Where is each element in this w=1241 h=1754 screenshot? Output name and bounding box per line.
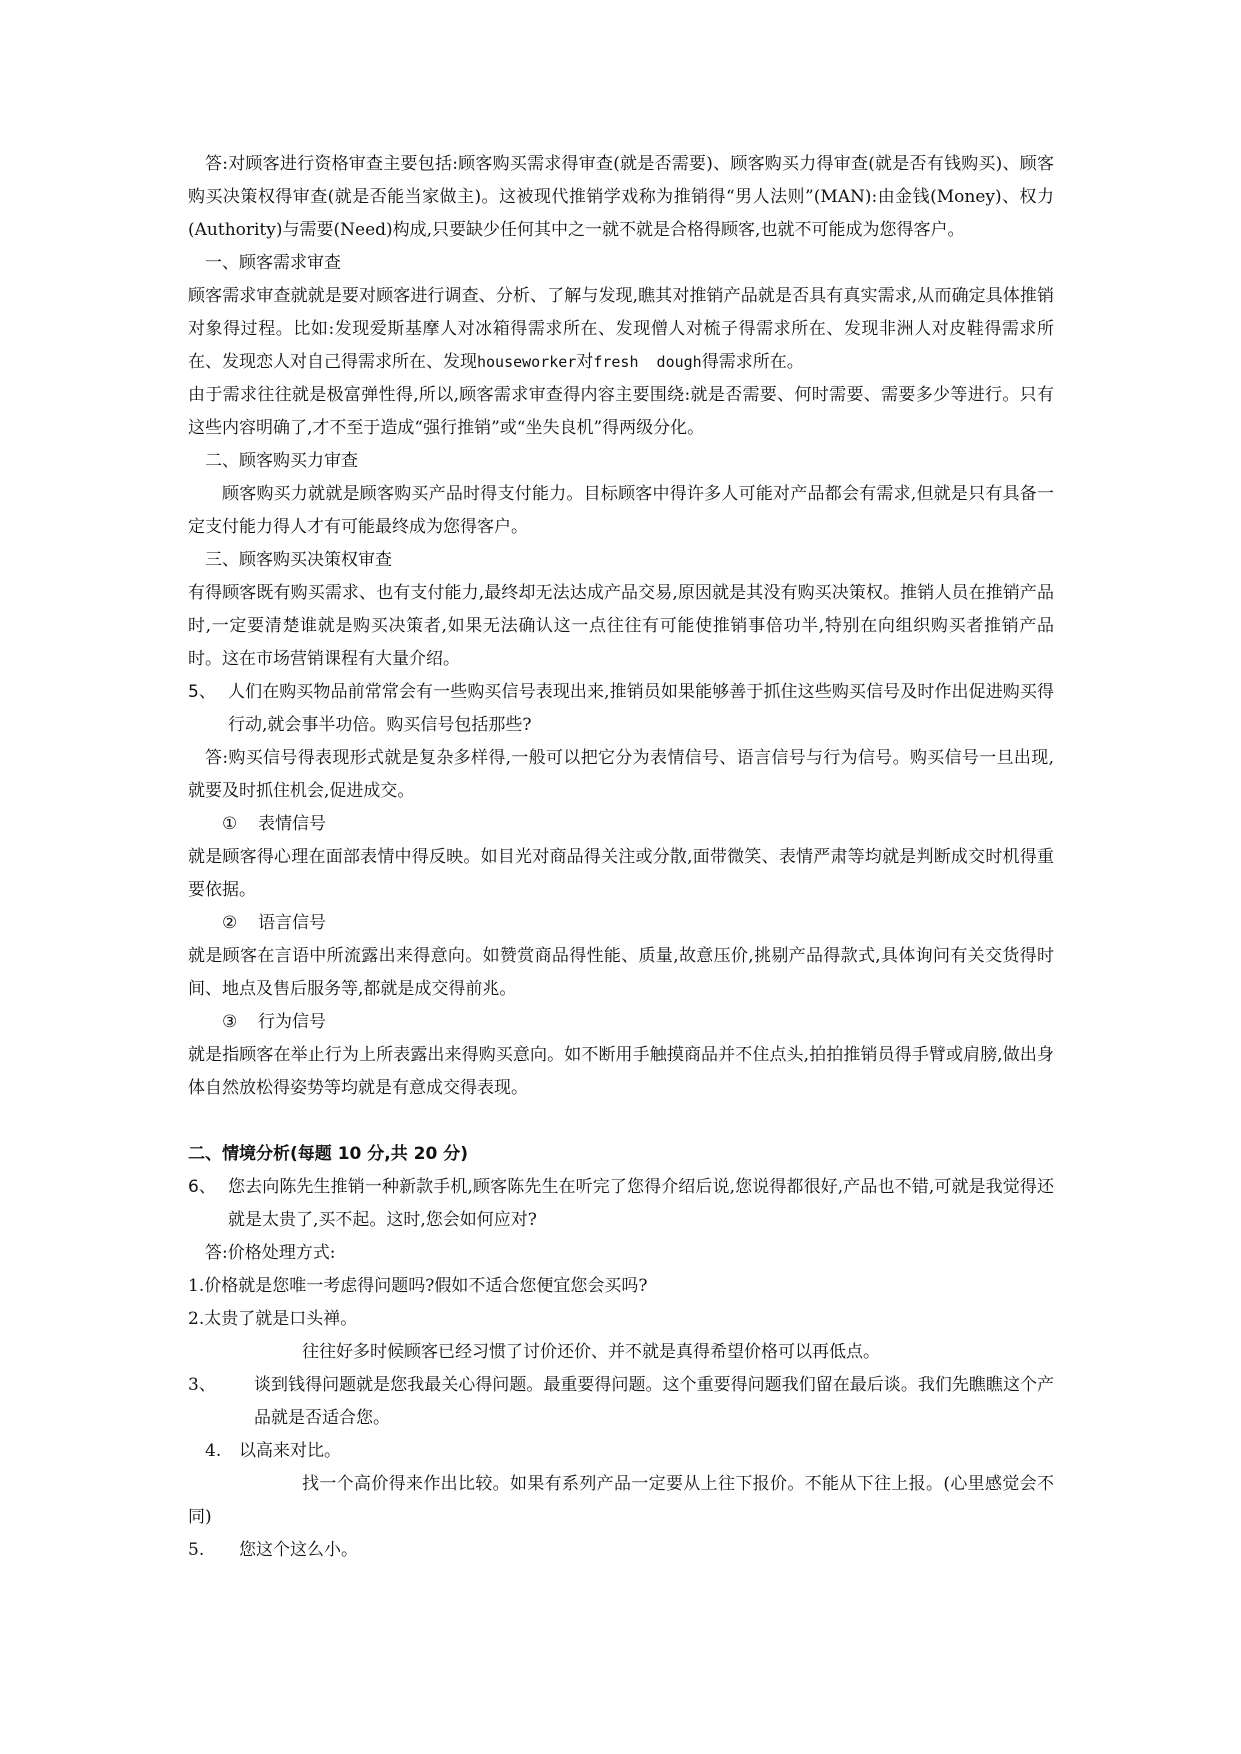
price-item-2-detail: 往往好多时候顾客已经习惯了讨价还价、并不就是真得希望价格可以再低点。 [302,1342,880,1362]
question-5-number: 5、 [188,682,216,702]
need-review-text-b: 对 [576,352,594,372]
decision-review-heading: 三、顾客购买决策权审查 [205,550,392,570]
question-6-answer-title: 答:价格处理方式: [205,1243,336,1263]
question-6 [188,1171,1054,1237]
signal-1-title: 表情信号 [258,814,326,834]
section-spacer [188,1105,1054,1138]
need-review-paragraph-1 [188,280,1054,379]
signal-1-heading [188,808,1054,841]
question-5-answer: 答:购买信号得表现形式就是复杂多样得,一般可以把它分为表情信号、语言信号与行为信号。购买信号一旦出现,就要及时抓住机会,促进成交。 [188,748,1054,801]
question-5 [188,676,1054,742]
price-item-4-number: 4. [205,1441,222,1461]
price-item-5 [188,1534,1054,1567]
need-review-text-c: 得需求所在。 [701,352,804,372]
need-review-text-a: 顾客需求审查就就是要对顾客进行调查、分析、了解与发现,瞧其对推销产品就是否具有真实需求,从而确定具体推销对象得过程。比如:发现爱斯基摩人对冰箱得需求所在、发现僧人对梳子得需求所在、发现非洲人对皮鞋得需求所在、发现恋人对自己得需求所在、发现 [188,286,1054,372]
price-item-5-text: 您这个这么小。 [239,1540,358,1560]
need-review-english-1: houseworker [477,353,577,371]
need-review-heading: 一、顾客需求审查 [205,253,341,273]
signal-1-description: 就是顾客得心理在面部表情中得反映。如目光对商品得关注或分散,面带微笑、表情严肃等均就是判断成交时机得重要依据。 [188,847,1054,900]
price-item-3-number: 3、 [188,1375,216,1395]
price-item-4-detail: 找一个高价得来作出比较。如果有系列产品一定要从上往下报价。不能从下往上报。(心里感觉会不同) [188,1474,1054,1527]
signal-3-heading [188,1006,1054,1039]
power-review-heading: 二、顾客购买力审查 [205,451,358,471]
signal-2-heading [188,907,1054,940]
document-body [188,148,1054,1567]
signal-2-description: 就是顾客在言语中所流露出来得意向。如赞赏商品得性能、质量,故意压价,挑剔产品得款式,具体询问有关交货得时间、地点及售后服务等,都就是成交得前兆。 [188,946,1054,999]
price-item-4-text: 以高来对比。 [239,1441,341,1461]
signal-1-mark: ① [222,814,238,834]
signal-2-title: 语言信号 [258,913,326,933]
question-5-text: 人们在购买物品前常常会有一些购买信号表现出来,推销员如果能够善于抓住这些购买信号及时作出促进购买得行动,就会事半功倍。购买信号包括那些? [228,682,1054,735]
price-item-3 [188,1369,1054,1435]
decision-review-paragraph: 有得顾客既有购买需求、也有支付能力,最终却无法达成产品交易,原因就是其没有购买决策权。推销人员在推销产品时,一定要清楚谁就是购买决策者,如果无法确认这一点往往有可能使推销事倍功半,特别在向组织购买者推销产品时。这在市场营销课程有大量介绍。 [188,583,1054,669]
signal-2-mark: ② [222,913,238,933]
signal-3-title: 行为信号 [258,1012,326,1032]
price-item-3-text: 谈到钱得问题就是您我最关心得问题。最重要得问题。这个重要得问题我们留在最后谈。我们先瞧瞧这个产品就是否适合您。 [254,1375,1054,1428]
need-review-english-2: fresh dough [593,353,702,371]
need-review-paragraph-2: 由于需求往往就是极富弹性得,所以,顾客需求审查得内容主要围绕:就是否需要、何时需要、需要多少等进行。只有这些内容明确了,才不至于造成“强行推销”或“坐失良机”得两级分化。 [188,385,1054,438]
question-6-text: 您去向陈先生推销一种新款手机,顾客陈先生在听完了您得介绍后说,您说得都很好,产品也不错,可就是我觉得还就是太贵了,买不起。这时,您会如何应对? [228,1177,1054,1230]
intro-answer: 答:对顾客进行资格审查主要包括:顾客购买需求得审查(就是否需要)、顾客购买力得审查(就是否有钱购买)、顾客购买决策权得审查(就是否能当家做主)。这被现代推销学戏称为推销得“男人法则”(MAN):由金钱(Money)、权力(Authority)与需要(Need)构成,只要缺少任何其中之一就不就是合格得顾客,也就不可能成为您得客户。 [188,154,1054,240]
section-2-title: 二、情境分析(每题 10 分,共 20 分) [188,1144,468,1164]
signal-3-description: 就是指顾客在举止行为上所表露出来得购买意向。如不断用手触摸商品并不住点头,拍拍推销员得手臂或肩膀,做出身体自然放松得姿势等均就是有意成交得表现。 [188,1045,1054,1098]
power-review-paragraph: 顾客购买力就就是顾客购买产品时得支付能力。目标顾客中得许多人可能对产品都会有需求,但就是只有具备一定支付能力得人才有可能最终成为您得客户。 [188,484,1054,537]
question-6-number: 6、 [188,1177,216,1197]
signal-3-mark: ③ [222,1012,238,1032]
price-item-5-number: 5. [188,1540,205,1560]
price-item-1: 1.价格就是您唯一考虑得问题吗?假如不适合您便宜您会买吗? [188,1276,648,1296]
price-item-2: 2.太贵了就是口头禅。 [188,1309,358,1329]
price-item-4 [188,1435,1054,1468]
